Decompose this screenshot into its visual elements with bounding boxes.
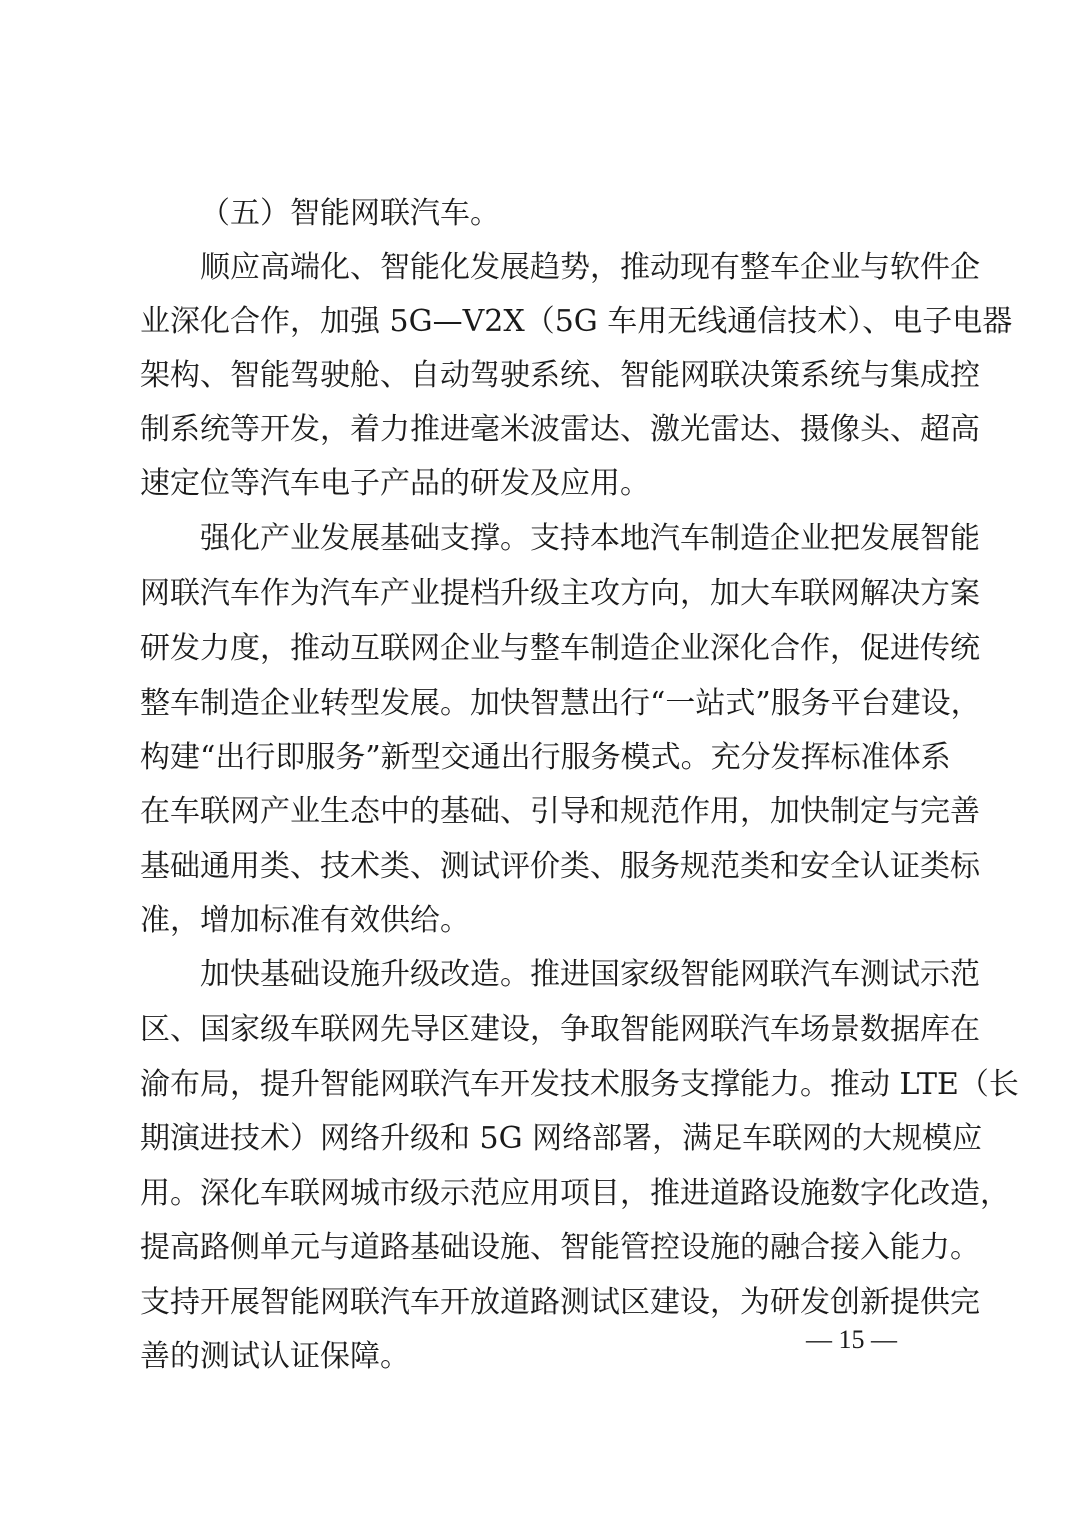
section-heading: （五）智能网联汽车。: [200, 196, 500, 231]
paragraph-2-line-7: 基础通用类、技术类、测试评价类、服务规范类和安全认证类标: [140, 849, 980, 884]
paragraph-2-line-8: 准，增加标准有效供给。: [140, 903, 470, 938]
paragraph-1-line-3: 架构、智能驾驶舱、自动驾驶系统、智能网联决策系统与集成控: [140, 358, 980, 393]
paragraph-2-line-4: 整车制造企业转型发展。加快智慧出行“一站式”服务平台建设，: [140, 686, 981, 721]
paragraph-3-line-8: 善的测试认证保障。: [140, 1339, 410, 1374]
paragraph-1-line-4: 制系统等开发，着力推进毫米波雷达、激光雷达、摄像头、超高: [140, 412, 980, 447]
paragraph-3-line-7: 支持开展智能网联汽车开放道路测试区建设，为研发创新提供完: [140, 1285, 980, 1320]
paragraph-3-line-5: 用。深化车联网城市级示范应用项目，推进道路设施数字化改造，: [140, 1176, 1010, 1211]
paragraph-3-line-2: 区、国家级车联网先导区建设，争取智能网联汽车场景数据库在: [140, 1012, 980, 1047]
paragraph-1-line-1: 顺应高端化、智能化发展趋势，推动现有整车企业与软件企: [200, 250, 980, 285]
paragraph-2-line-6: 在车联网产业生态中的基础、引导和规范作用，加快制定与完善: [140, 794, 980, 829]
paragraph-3-line-1: 加快基础设施升级改造。推进国家级智能网联汽车测试示范: [200, 957, 980, 992]
paragraph-2-line-5: 构建“出行即服务”新型交通出行服务模式。充分发挥标准体系: [140, 740, 951, 775]
paragraph-2-line-3: 研发力度，推动互联网企业与整车制造企业深化合作，促进传统: [140, 631, 980, 666]
paragraph-2-line-2: 网联汽车作为汽车产业提档升级主攻方向，加大车联网解决方案: [140, 576, 980, 611]
paragraph-3-line-6: 提高路侧单元与道路基础设施、智能管控设施的融合接入能力。: [140, 1230, 980, 1265]
page-number: — 15 —: [806, 1325, 897, 1354]
paragraph-2-line-1: 强化产业发展基础支撑。支持本地汽车制造企业把发展智能: [200, 521, 980, 556]
paragraph-1-line-5: 速定位等汽车电子产品的研发及应用。: [140, 466, 650, 501]
paragraph-3-line-3: 渝布局，提升智能网联汽车开发技术服务支撑能力。推动 LTE（长: [140, 1067, 1019, 1102]
paragraph-3-line-4: 期演进技术）网络升级和 5G 网络部署，满足车联网的大规模应: [140, 1121, 983, 1156]
paragraph-1-line-2: 业深化合作，加强 5G—V2X（5G 车用无线通信技术）、电子电器: [140, 304, 1013, 339]
